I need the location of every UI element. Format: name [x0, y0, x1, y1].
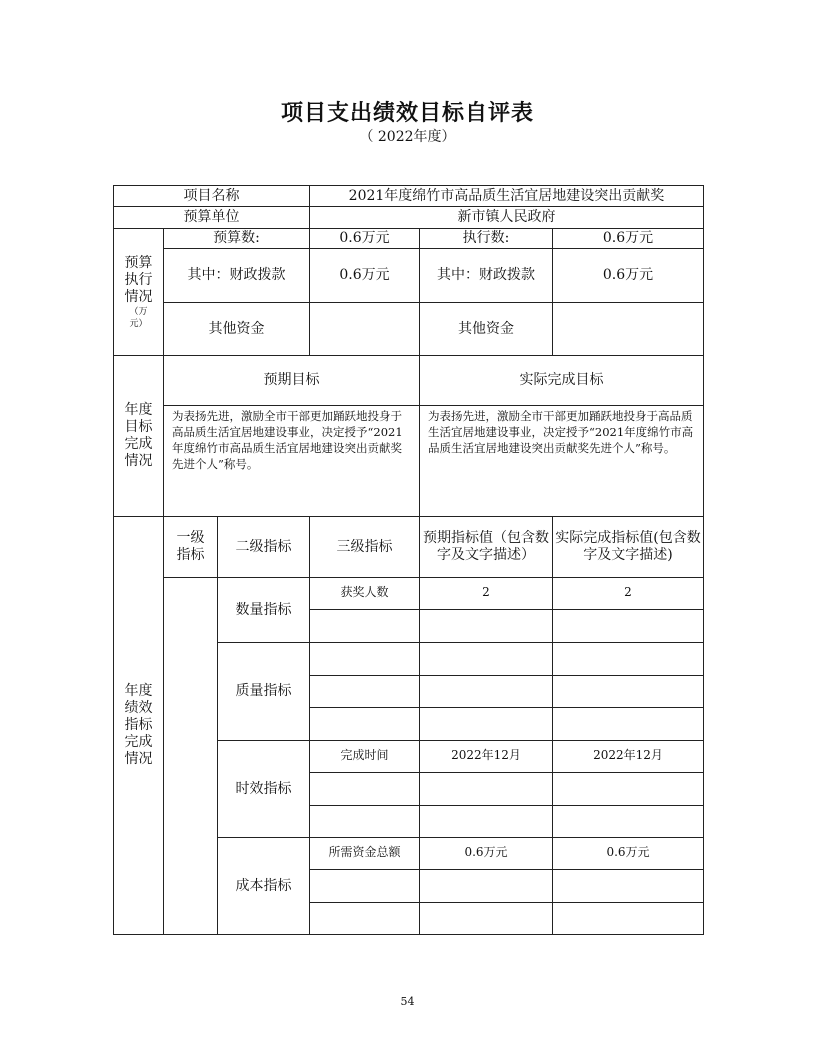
performance-table [113, 185, 704, 935]
indicator-section-label [114, 517, 164, 935]
page-subtitle: （ 2022年度） [359, 129, 456, 145]
goals-header-row [114, 356, 704, 406]
actual-value-cell [553, 773, 704, 806]
budget-section-label [114, 229, 164, 356]
level3-cell [310, 773, 420, 806]
indicator-group-timeliness: 时效指标 [218, 741, 310, 838]
level3-cell [310, 903, 420, 935]
project-name-row [114, 186, 704, 207]
other-funds-exec-value [553, 303, 704, 356]
expected-goal-header: 预期目标 [164, 356, 420, 406]
level3-cell [310, 676, 420, 708]
fiscal-exec-value: 0.6万元 [553, 249, 704, 303]
actual-value-cell: 2 [553, 578, 704, 610]
budget-section-label-main: 预算执行情况 [124, 254, 153, 305]
indicator-group-quality: 质量指标 [218, 643, 310, 741]
fiscal-exec-label: 其中：财政拨款 [420, 249, 553, 303]
level1-cell [164, 578, 218, 935]
budget-unit-row [114, 207, 704, 229]
level3-cell: 完成时间 [310, 741, 420, 773]
actual-value-cell [553, 870, 704, 903]
other-funds-exec-label: 其他资金 [420, 303, 553, 356]
expected-value-cell: 2 [420, 578, 553, 610]
expected-value-cell: 2022年12月 [420, 741, 553, 773]
expected-value-cell [420, 676, 553, 708]
level3-cell [310, 806, 420, 838]
actual-value-cell: 0.6万元 [553, 838, 704, 870]
actual-value-cell [553, 676, 704, 708]
budget-amount-value: 0.6万元 [310, 229, 420, 249]
indicator-group-cost: 成本指标 [218, 838, 310, 935]
goals-content-row [114, 406, 704, 517]
expected-value-cell [420, 773, 553, 806]
goals-section-label [114, 356, 164, 517]
expected-goal-text: 为表扬先进，激励全市干部更加踊跃地投身于高品质生活宜居地建设事业，决定授予“2021年度绵竹市高品质生活宜居地建设突出贡献奖先进个人”称号。 [164, 406, 420, 517]
level1-header [164, 517, 218, 578]
level3-cell [310, 708, 420, 741]
executed-amount-value: 0.6万元 [553, 229, 704, 249]
page-title: 项目支出绩效目标自评表 [280, 101, 534, 126]
actual-value-header: 实际完成指标值(包含数字及文字描述) [553, 517, 704, 578]
actual-goal-text: 为表扬先进，激励全市干部更加踊跃地投身于高品质生活宜居地建设事业，决定授予“2021年度绵竹市高品质生活宜居地建设突出贡献奖先进个人”称号。 [420, 406, 704, 517]
other-funds-label: 其他资金 [164, 303, 310, 356]
expected-value-cell [420, 870, 553, 903]
expected-value-cell [420, 643, 553, 676]
level3-cell: 获奖人数 [310, 578, 420, 610]
indicator-header-row [114, 517, 704, 578]
level3-cell [310, 610, 420, 643]
actual-goal-header: 实际完成目标 [420, 356, 704, 406]
table-row [114, 578, 704, 610]
other-funds-row [114, 303, 704, 356]
actual-value-cell: 2022年12月 [553, 741, 704, 773]
level3-cell [310, 870, 420, 903]
other-funds-value [310, 303, 420, 356]
fiscal-row [114, 249, 704, 303]
expected-value-cell [420, 610, 553, 643]
expected-value-cell: 0.6万元 [420, 838, 553, 870]
page-number: 54 [400, 995, 415, 1008]
executed-amount-label: 执行数: [420, 229, 553, 249]
actual-value-cell [553, 806, 704, 838]
fiscal-label: 其中：财政拨款 [164, 249, 310, 303]
expected-value-cell [420, 708, 553, 741]
budget-amount-label: 预算数: [164, 229, 310, 249]
budget-section-label-unit: （万元） [129, 306, 148, 329]
budget-unit-value: 新市镇人民政府 [310, 207, 704, 229]
indicator-group-quantity: 数量指标 [218, 578, 310, 643]
actual-value-cell [553, 708, 704, 741]
goals-section-label-text: 年度目标完成情况 [124, 402, 153, 469]
expected-value-cell [420, 903, 553, 935]
budget-amount-row [114, 229, 704, 249]
actual-value-cell [553, 903, 704, 935]
level3-cell: 所需资金总额 [310, 838, 420, 870]
budget-unit-label: 预算单位 [114, 207, 310, 229]
expected-value-header: 预期指标值（包含数字及文字描述） [420, 517, 553, 578]
level3-header: 三级指标 [310, 517, 420, 578]
level3-cell [310, 643, 420, 676]
level2-header: 二级指标 [218, 517, 310, 578]
actual-value-cell [553, 610, 704, 643]
expected-value-cell [420, 806, 553, 838]
level1-header-text: 一级指标 [176, 530, 205, 563]
fiscal-value: 0.6万元 [310, 249, 420, 303]
project-name-value: 2021年度绵竹市高品质生活宜居地建设突出贡献奖 [310, 186, 704, 207]
actual-value-cell [553, 643, 704, 676]
project-name-label: 项目名称 [114, 186, 310, 207]
indicator-section-label-text: 年度绩效指标完成情况 [124, 683, 153, 767]
